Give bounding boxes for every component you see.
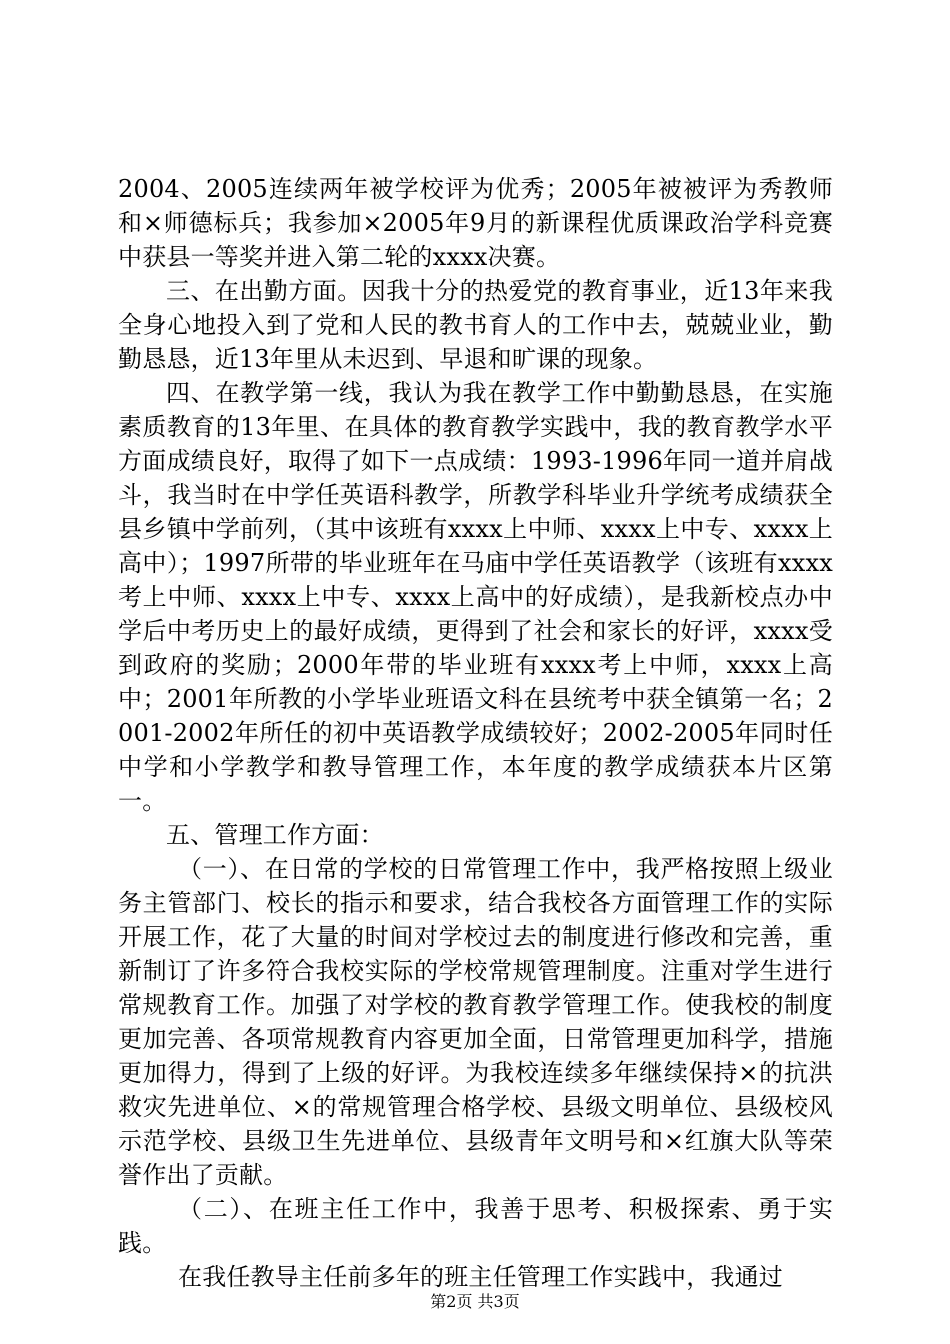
paragraph-teaching: 四、在教学第一线，我认为我在教学工作中勤勤恳恳，在实施素质教育的13年里、在具体的教育教学实践中，我的教育教学水平方面成绩良好，取得了如下一点成绩：1993-1996年同一道并肩战斗，我当时在中学任英语科教学，所教学科毕业升学统考成绩获全县乡镇中学前列，（其中该班有xxxx上中师、xxxx上中专、xxxx上高中）；1997所带的毕业班年在马庙中学任英语教学（该班有xxxx考上中师、xxxx上中专、xxxx上高中的好成绩），是我新校点办中学后中考历史上的最好成绩，更得到了社会和家长的好评，xxxx受到政府的奖励；2000年带的毕业班有xxxx考上中师，xxxx上高中；2001年所教的小学毕业班语文科在县统考中获全镇第一名；2001-2002年所任的初中英语教学成绩较好；2002-2005年同时任中学和小学教学和教导管理工作，本年度的教学成绩获本片区第一。 <box>118 379 833 815</box>
paragraph-management-heading: 五、管理工作方面： <box>166 821 384 849</box>
paragraph-continuation-awards: 2004、2005连续两年被学校评为优秀；2005年被被评为秀教师和×师德标兵；我参加×2005年9月的新课程优质课政治学科竞赛中获县一等奖并进入第二轮的xxxx决赛。 <box>118 175 833 271</box>
paragraph-attendance: 三、在出勤方面。因我十分的热爱党的教育事业，近13年来我全身心地投入到了党和人民的教书育人的工作中去，兢兢业业，勤勤恳恳，近13年里从未迟到、早退和旷课的现象。 <box>118 277 833 373</box>
paragraph-class-teacher-practice: 在我任教导主任前多年的班主任管理工作实践中，我通过 <box>178 1263 783 1291</box>
paragraph-management-daily: （一）、在日常的学校的日常管理工作中，我严格按照上级业务主管部门、校长的指示和要求，结合我校各方面管理工作的实际开展工作，花了大量的时间对学校过去的制度进行修改和完善，重新制订了许多符合我校实际的学校常规管理制度。注重对学生进行常规教育工作。加强了对学校的教育教学管理工作。使我校的制度更加完善、各项常规教育内容更加全面，日常管理更加科学，措施更加得力，得到了上级的好评。为我校连续多年继续保持×的抗洪救灾先进单位、×的常规管理合格学校、县级文明单位、县级校风示范学校、县级卫生先进单位、县级青年文明号和×红旗大队等荣誉作出了贡献。 <box>118 855 833 1189</box>
page-footer: 第2页 共3页 <box>430 1292 520 1311</box>
document-body <box>118 172 833 1294</box>
paragraph-class-teacher: （二）、在班主任工作中，我善于思考、积极探索、勇于实践。 <box>118 1195 833 1257</box>
